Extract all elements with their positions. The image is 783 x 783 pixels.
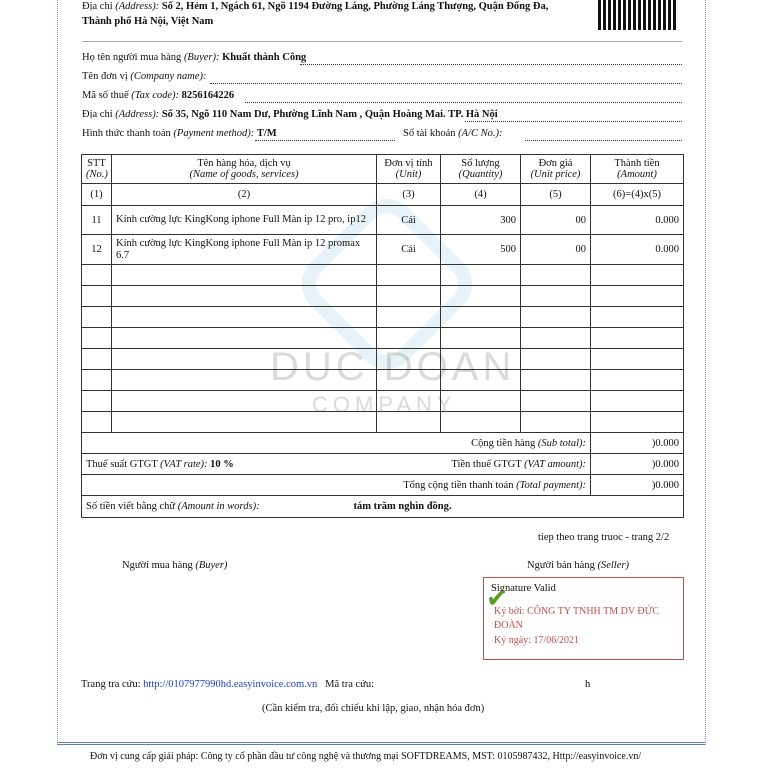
- signed-date: Ký ngày: 17/06/2021: [494, 635, 579, 646]
- header-unit: Đơn vị tính (Unit): [377, 155, 441, 184]
- total-value: )0.000: [591, 475, 684, 496]
- empty-row: [82, 265, 684, 286]
- lookup-link[interactable]: http://0107977990hd.easyinvoice.com.vn: [143, 679, 318, 690]
- cell-no: 11: [82, 206, 112, 235]
- footer-divider: [57, 742, 705, 745]
- empty-row: [82, 349, 684, 370]
- table-row: [82, 206, 684, 235]
- index-cell: (3): [377, 184, 441, 206]
- page-border-left: [57, 0, 58, 745]
- empty-row: [82, 328, 684, 349]
- dotted-line: [465, 121, 682, 122]
- lookup-code: h: [585, 679, 591, 690]
- lookup-line: Trang tra cứu: http://0107977990hd.easyinvoice.com.vn Mã tra cứu:: [81, 679, 374, 690]
- vat-cell: Thuế suất GTGT (VAT rate): 10 % Tiền thuế GTGT (VAT amount):: [82, 454, 591, 475]
- empty-row: [82, 412, 684, 433]
- cell-unit: Cái: [377, 206, 441, 235]
- watermark-text: DUC DOAN: [270, 345, 516, 389]
- goods-table: [81, 154, 684, 518]
- cell-price: 00: [521, 206, 591, 235]
- cell-no: 12: [82, 235, 112, 265]
- empty-row: [82, 307, 684, 328]
- cell-unit: Cái: [377, 235, 441, 265]
- header-no: STT (No.): [82, 155, 112, 184]
- lookup-note: (Cần kiểm tra, đối chiếu khi lập, giao, nhận hóa đơn): [262, 703, 485, 714]
- header-price: Đơn giá (Unit price): [521, 155, 591, 184]
- total-row: [82, 475, 684, 496]
- cell-qty: 300: [441, 206, 521, 235]
- empty-row: [82, 286, 684, 307]
- qr-code: [598, 0, 676, 30]
- watermark-subtext: COMPANY: [312, 392, 457, 417]
- index-cell: (2): [112, 184, 377, 206]
- header-name: Tên hàng hóa, dịch vụ (Name of goods, services): [112, 155, 377, 184]
- table-header: [82, 155, 684, 184]
- dotted-line: [255, 140, 395, 141]
- index-cell: (1): [82, 184, 112, 206]
- page-note: tiep theo trang truoc - trang 2/2: [538, 532, 670, 543]
- index-row: [82, 184, 684, 206]
- seller-signature-label: Người bán hàng (Seller): [527, 560, 629, 571]
- vat-row: [82, 454, 684, 475]
- divider: [82, 41, 682, 42]
- index-cell: (5): [521, 184, 591, 206]
- subtotal-row: [82, 433, 684, 454]
- seller-address-2: Thành phố Hà Nội, Việt Nam: [82, 16, 214, 27]
- dotted-line: [210, 83, 682, 84]
- payment-method-field: Hình thức thanh toán (Payment method): T/M: [82, 128, 277, 139]
- index-cell: (6)=(4)x(5): [591, 184, 684, 206]
- buyer-address-field: Địa chỉ (Address): Số 35, Ngõ 110 Nam Dư, Phường Lĩnh Nam , Quận Hoàng Mai. TP. Hà Nội: [82, 109, 498, 120]
- buyer-signature-label: Người mua hàng (Buyer): [122, 560, 228, 571]
- page-border-right: [705, 0, 706, 745]
- seller-address: Địa chỉ (Address): Số 2, Hẻm 1, Ngách 61, Ngõ 1194 Đường Láng, Phường Láng Thượng, Quận Đống Đa,: [82, 1, 549, 12]
- words-cell: Số tiền viết bằng chữ (Amount in words): tám trăm nghìn đồng.: [82, 496, 684, 518]
- account-field: Số tài khoản (A/C No.):: [403, 128, 503, 139]
- cell-name: Kính cường lực KingKong iphone Full Màn ip 12 pro, ip12: [112, 206, 377, 235]
- digital-signature-box[interactable]: [483, 577, 684, 660]
- header-qty: Số lượng (Quantity): [441, 155, 521, 184]
- signed-by: Ký bởi: CÔNG TY TNHH TM DV ĐỨC ĐOÀN: [494, 606, 660, 631]
- subtotal-label: Cộng tiền hàng (Sub total):: [82, 433, 591, 454]
- table-row: [82, 235, 684, 265]
- cell-price: 00: [521, 235, 591, 265]
- subtotal-value: )0.000: [591, 433, 684, 454]
- company-field: Tên đơn vị (Company name):: [82, 71, 207, 82]
- dotted-line: [525, 140, 682, 141]
- index-cell: (4): [441, 184, 521, 206]
- empty-row: [82, 370, 684, 391]
- dotted-line: [245, 102, 682, 103]
- cell-qty: 500: [441, 235, 521, 265]
- checkmark-icon: ✔: [486, 584, 508, 613]
- header-amount: Thành tiền (Amount): [591, 155, 684, 184]
- total-label: Tổng cộng tiền thanh toán (Total payment):: [82, 475, 591, 496]
- cell-amount: 0.000: [591, 235, 684, 265]
- signature-valid-text: Signature Valid: [491, 583, 556, 594]
- tax-code-field: Mã số thuế (Tax code): 8256164226: [82, 90, 235, 101]
- buyer-name-field: Họ tên người mua hàng (Buyer): Khuất thành Công: [82, 52, 307, 63]
- dotted-line: [300, 64, 682, 65]
- words-row: [82, 496, 684, 518]
- empty-row: [82, 391, 684, 412]
- cell-name: Kính cường lực KingKong iphone Full Màn ip 12 promax 6.7: [112, 235, 377, 265]
- vat-amount-value: )0.000: [591, 454, 684, 475]
- footer-text: Đơn vị cung cấp giải pháp: Công ty cổ phần đầu tư công nghệ và thương mại SOFTDREAMS, MST: 0105987432, Http://easyinvoice.vn/: [90, 751, 642, 762]
- cell-amount: 0.000: [591, 206, 684, 235]
